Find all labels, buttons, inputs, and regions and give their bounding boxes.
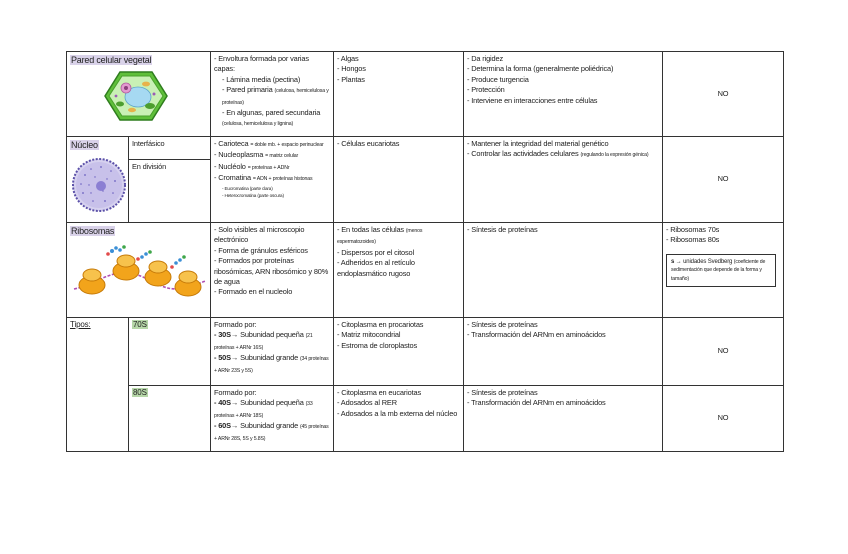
text-bold: - 60S [214, 421, 231, 431]
nucleo-sub1: Interfásico [129, 137, 210, 159]
text-main: → Subunidad pequeña [230, 330, 304, 340]
t80-name: 80S [133, 388, 147, 397]
pared-title: Pared celular vegetal [71, 55, 152, 65]
organelle-table [66, 51, 784, 452]
text-line [214, 173, 330, 184]
nucleo-title-cell [67, 137, 129, 223]
text-line: - Adosados al RER [337, 398, 397, 408]
text-line: Formado por: [214, 388, 257, 397]
text-bold: - 30S [214, 330, 231, 340]
ribosomas-function-cell [464, 223, 663, 318]
t70-last-cell: NO [663, 318, 784, 386]
text-main: - Nucleoplasma [214, 150, 264, 160]
row-tipos-70s [67, 318, 784, 386]
text-line: - Adheridos en al retículo endoplasmático rugoso [337, 258, 415, 278]
text-line: - Síntesis de proteínas [467, 225, 538, 234]
text-line: - Eucromatina (parte clara) [222, 185, 273, 191]
text-main: - Cromatina [214, 173, 251, 183]
nucleo-structure-cell [211, 137, 334, 223]
t80-where-cell [334, 386, 464, 452]
text-note: (coeficiente de sedimentación que depende de la forma y tamaño) [671, 258, 766, 282]
text-line: - Produce turgencia [467, 74, 529, 84]
text-main: - Nucléolo [214, 161, 246, 171]
nucleo-last-cell: NO [663, 137, 784, 223]
ribosomas-last-cell [663, 223, 784, 318]
text-line [214, 108, 330, 130]
text-note: (34 proteínas + ARNr 23S y 5S) [214, 356, 329, 374]
text-line [214, 398, 330, 421]
text-note: = matriz celular [265, 153, 299, 160]
plant-cell-icon [104, 70, 168, 122]
text-main: - Controlar las actividades celulares [467, 149, 579, 159]
text-line: - Formado en el nucleolo [214, 287, 293, 297]
pared-title-cell [67, 52, 211, 137]
nucleo-sub2: En división [132, 161, 167, 171]
pared-structure-cell [211, 52, 334, 137]
nucleo-function-cell [464, 137, 663, 223]
tipos-label: Tipos: [70, 320, 91, 329]
text-line: - Algas [337, 54, 359, 63]
text-line: - Plantas [337, 74, 365, 84]
pared-where-cell [334, 52, 464, 137]
text-note: = proteínas + ADNr [247, 164, 290, 171]
text-note: (menos espermatozoides) [337, 228, 423, 246]
t70-structure-cell [211, 318, 334, 386]
text-line: - Protección [467, 85, 505, 95]
text-line: - Dispersos por el citosol [337, 247, 415, 257]
ribosomas-title-cell [67, 223, 211, 318]
text-note: = doble mb. + espacio perinuclear [250, 142, 324, 148]
nucleus-icon [71, 157, 127, 213]
text-line: - Transformación del ARNm en aminoácidos [467, 330, 606, 340]
text-line: - Síntesis de proteínas [467, 320, 538, 329]
text-line: - Hongos [337, 64, 366, 74]
text-line [337, 225, 460, 248]
nucleo-where-cell [334, 137, 464, 223]
text-line: - Heterocromatina (parte oscura) [222, 192, 284, 198]
row-nucleo [67, 137, 784, 223]
text-note: (celulosa, hemicelulosa y lignina) [222, 121, 294, 128]
nucleo-sub-cell [129, 137, 211, 223]
t70-name: 70S [133, 320, 147, 329]
text-line [214, 139, 330, 150]
row-ribosomas [67, 223, 784, 318]
text-line: - Interviene en interacciones entre células [467, 95, 598, 105]
text-line [467, 149, 659, 160]
text-main: → Subunidad pequeña [230, 398, 304, 408]
text-line: - Transformación del ARNm en aminoácidos [467, 398, 606, 408]
text-main: → Subunidad grande [230, 421, 299, 431]
text-line: - Lámina media (pectina) [222, 74, 301, 84]
t70-where-cell [334, 318, 464, 386]
text-main: - Pared primaria [222, 85, 273, 95]
ribosome-icon [72, 243, 208, 305]
text-line: - Citoplasma en eucariotas [337, 388, 422, 397]
text-main: - En algunas, pared secundaria [222, 108, 321, 118]
text-line: - Células eucariotas [337, 139, 400, 148]
text-main: - Carioteca [214, 139, 249, 148]
nucleo-title: Núcleo [71, 140, 98, 150]
text-line [214, 150, 330, 161]
t70-function-cell [464, 318, 663, 386]
text-line: - Determina la forma (generalmente poliédrica) [467, 64, 614, 74]
text-note: (33 proteínas + ARNr 18S) [214, 401, 313, 419]
text-line [214, 330, 330, 353]
text-line: - Solo visibles al microscopio electrónico [214, 225, 305, 245]
text-note: (celulosa, hemicelulosa y proteínas) [222, 88, 329, 106]
t80-structure-cell [211, 386, 334, 452]
text-line: - Síntesis de proteínas [467, 388, 538, 397]
text-main: - En todas las células [337, 225, 404, 234]
text-note: (regulando la expresión génica) [580, 152, 649, 159]
svedberg-note-box [666, 254, 776, 288]
text-note: (21 proteínas + ARNr 16S) [214, 333, 313, 351]
text-main: → unidades Svedberg [674, 258, 733, 265]
text-line: - Ribosomas 80s [666, 235, 720, 245]
ribosomas-structure-cell [211, 223, 334, 318]
text-line: - Citoplasma en procariotas [337, 320, 424, 329]
text-line: - Matriz mitocondrial [337, 330, 401, 340]
text-line: - Da rigidez [467, 54, 503, 63]
text-note: = ADN + proteínas histonas [252, 176, 313, 183]
text-line: - Estroma de cloroplastos [337, 340, 418, 350]
t80-name-cell [129, 386, 211, 452]
text-bold: - 40S [214, 398, 231, 408]
pared-last-cell: NO [663, 52, 784, 137]
text-line: - Forma de gránulos esféricos [214, 245, 308, 255]
t80-last-cell: NO [663, 386, 784, 452]
nucleo-sub-table [129, 137, 210, 222]
tipos-label-cell [67, 318, 129, 452]
row-tipos-80s [67, 386, 784, 452]
text-bold: - 50S [214, 353, 231, 363]
text-bold: s [671, 258, 675, 265]
text-line: - Mantener la integridad del material genético [467, 139, 609, 148]
text-line: - Ribosomas 70s [666, 225, 720, 234]
text-line: Formado por: [214, 320, 257, 329]
text-line: - Envoltura formada por varias capas: [214, 54, 309, 74]
text-line: - Adosados a la mb externa del núcleo [337, 408, 458, 418]
text-line [214, 353, 330, 376]
text-line [214, 85, 330, 108]
row-pared-celular [67, 52, 784, 137]
text-note: (45 proteínas + ARNr 28S, 5S y 5.8S) [214, 424, 329, 442]
text-main: → Subunidad grande [230, 353, 299, 363]
pared-function-cell [464, 52, 663, 137]
text-line [214, 421, 330, 444]
t80-function-cell [464, 386, 663, 452]
t70-name-cell [129, 318, 211, 386]
ribosomas-where-cell [334, 223, 464, 318]
text-line [214, 162, 330, 173]
text-line: - Formados por proteínas ribosómicas, ARN ribosómico y 80% de agua [214, 256, 329, 287]
ribosomas-title: Ribosomas [71, 226, 115, 236]
